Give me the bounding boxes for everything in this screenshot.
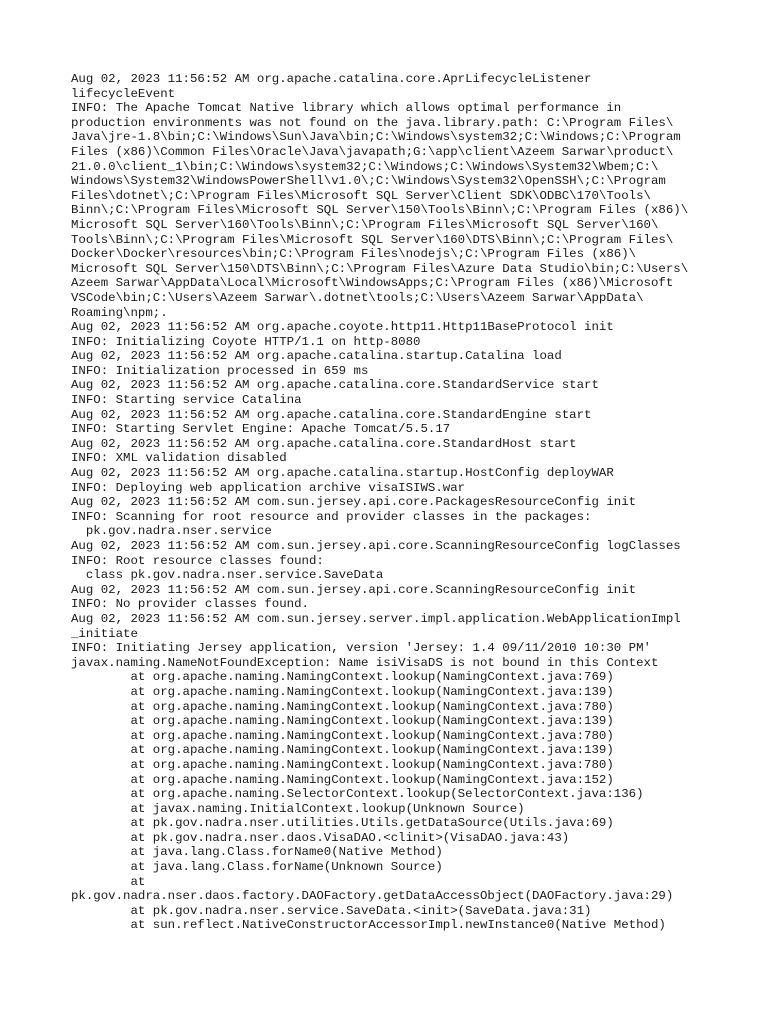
log-line: INFO: Initiating Jersey application, version 'Jersey: 1.4 09/11/2010 10:30 PM' xyxy=(71,641,651,656)
log-line: INFO: XML validation disabled xyxy=(71,451,287,466)
log-line: INFO: The Apache Tomcat Native library which allows optimal performance in xyxy=(71,101,622,116)
log-line: INFO: Starting Servlet Engine: Apache Tomcat/5.5.17 xyxy=(71,422,451,437)
log-line: Aug 02, 2023 11:56:52 AM org.apache.catalina.core.StandardHost start xyxy=(71,436,577,451)
log-line: Azeem Sarwar\AppData\Local\Microsoft\WindowsApps;C:\Program Files (x86)\Microsoft xyxy=(71,276,674,291)
log-line: at org.apache.naming.NamingContext.lookup(NamingContext.java:780) xyxy=(71,757,614,772)
log-line: Windows\System32\WindowsPowerShell\v1.0\;C:\Windows\System32\OpenSSH\;C:\Program xyxy=(71,174,666,189)
log-line: lifecycleEvent xyxy=(71,86,176,101)
log-line: Files (x86)\Common Files\Oracle\Java\javapath;G:\app\client\Azeem Sarwar\product\ xyxy=(71,144,674,159)
log-line: pk.gov.nadra.nser.daos.factory.DAOFactory.getDataAccessObject(DAOFactory.java:29) xyxy=(71,889,674,904)
log-line: Binn\;C:\Program Files\Microsoft SQL Server\150\Tools\Binn\;C:\Program Files (x86)\ xyxy=(71,203,689,218)
log-line: INFO: Deploying web application archive visaISIWS.war xyxy=(71,480,466,495)
log-line: Aug 02, 2023 11:56:52 AM com.sun.jersey.api.core.ScanningResourceConfig init xyxy=(71,582,637,597)
log-line: at xyxy=(71,874,146,889)
log-line: at org.apache.naming.NamingContext.lookup(NamingContext.java:152) xyxy=(71,772,614,787)
log-line: Aug 02, 2023 11:56:52 AM org.apache.coyote.http11.Http11BaseProtocol init xyxy=(71,320,614,335)
log-line: INFO: No provider classes found. xyxy=(71,597,309,612)
log-line: Aug 02, 2023 11:56:52 AM org.apache.catalina.core.StandardEngine start xyxy=(71,407,592,422)
log-line: INFO: Initializing Coyote HTTP/1.1 on http-8080 xyxy=(71,334,421,349)
log-line: class pk.gov.nadra.nser.service.SaveData xyxy=(71,568,384,583)
log-line: at pk.gov.nadra.nser.utilities.Utils.getDataSource(Utils.java:69) xyxy=(71,816,614,831)
log-line: Tools\Binn\;C:\Program Files\Microsoft SQL Server\160\DTS\Binn\;C:\Program Files\ xyxy=(71,232,674,247)
log-line: Microsoft SQL Server\160\Tools\Binn\;C:\Program Files\Microsoft SQL Server\160\ xyxy=(71,217,659,232)
log-line: at java.lang.Class.forName(Unknown Source) xyxy=(71,860,443,875)
log-line: Aug 02, 2023 11:56:52 AM org.apache.catalina.core.AprLifecycleListener xyxy=(71,72,592,86)
log-line: Aug 02, 2023 11:56:52 AM com.sun.jersey.api.core.ScanningResourceConfig logClasses xyxy=(71,539,681,553)
log-line: pk.gov.nadra.nser.service xyxy=(71,524,272,539)
log-line: at org.apache.naming.NamingContext.lookup(NamingContext.java:780) xyxy=(71,699,614,714)
log-line: Aug 02, 2023 11:56:52 AM com.sun.jersey.api.core.PackagesResourceConfig init xyxy=(71,495,637,510)
log-line: INFO: Initialization processed in 659 ms xyxy=(71,363,369,378)
log-line: at pk.gov.nadra.nser.daos.VisaDAO.<clinit>(VisaDAO.java:43) xyxy=(71,830,570,845)
log-line: at org.apache.naming.NamingContext.lookup(NamingContext.java:139) xyxy=(71,743,614,758)
log-line: Aug 02, 2023 11:56:52 AM com.sun.jersey.server.impl.application.WebApplicationImpl xyxy=(71,611,681,626)
log-line: at javax.naming.InitialContext.lookup(Unknown Source) xyxy=(71,801,525,816)
log-line: VSCode\bin;C:\Users\Azeem Sarwar\.dotnet\tools;C:\Users\Azeem Sarwar\AppData\ xyxy=(71,290,644,305)
log-line: INFO: Scanning for root resource and provider classes in the packages: xyxy=(71,509,592,524)
log-line: Aug 02, 2023 11:56:52 AM org.apache.catalina.startup.HostConfig deployWAR xyxy=(71,466,614,481)
log-line: Files\dotnet\;C:\Program Files\Microsoft SQL Server\Client SDK\ODBC\170\Tools\ xyxy=(71,188,651,203)
log-line: at org.apache.naming.NamingContext.lookup(NamingContext.java:769) xyxy=(71,670,614,685)
log-line: Microsoft SQL Server\150\DTS\Binn\;C:\Program Files\Azure Data Studio\bin;C:\Users\ xyxy=(71,261,689,276)
log-line: INFO: Starting service Catalina xyxy=(71,393,302,408)
log-line: Aug 02, 2023 11:56:52 AM org.apache.catalina.startup.Catalina load xyxy=(71,349,562,364)
log-line: Roaming\npm;. xyxy=(71,305,168,320)
log-line: Aug 02, 2023 11:56:52 AM org.apache.catalina.core.StandardService start xyxy=(71,378,599,393)
log-line: at org.apache.naming.NamingContext.lookup(NamingContext.java:139) xyxy=(71,684,614,699)
log-line: _initiate xyxy=(71,626,138,641)
log-line: production environments was not found on the java.library.path: C:\Program Files\ xyxy=(71,115,674,130)
log-line: at org.apache.naming.NamingContext.lookup(NamingContext.java:139) xyxy=(71,714,614,729)
log-line: at org.apache.naming.NamingContext.lookup(NamingContext.java:780) xyxy=(71,728,614,743)
log-line: javax.naming.NameNotFoundException: Name isiVisaDS is not bound in this Context xyxy=(71,655,659,670)
log-line: at org.apache.naming.SelectorContext.lookup(SelectorContext.java:136) xyxy=(71,787,644,802)
log-line: Java\jre-1.8\bin;C:\Windows\Sun\Java\bin;C:\Windows\system32;C:\Windows;C:\Program xyxy=(71,130,681,145)
log-document xyxy=(71,72,707,933)
log-line: 21.0.0\client_1\bin;C:\Windows\system32;C:\Windows;C:\Windows\System32\Wbem;C:\ xyxy=(71,159,659,174)
log-line: at pk.gov.nadra.nser.service.SaveData.<init>(SaveData.java:31) xyxy=(71,903,592,918)
log-line: INFO: Root resource classes found: xyxy=(71,553,324,568)
log-line: Docker\Docker\resources\bin;C:\Program Files\nodejs\;C:\Program Files (x86)\ xyxy=(71,247,637,262)
log-line: at java.lang.Class.forName0(Native Method) xyxy=(71,845,443,860)
log-line: at sun.reflect.NativeConstructorAccessorImpl.newInstance0(Native Method) xyxy=(71,918,666,933)
